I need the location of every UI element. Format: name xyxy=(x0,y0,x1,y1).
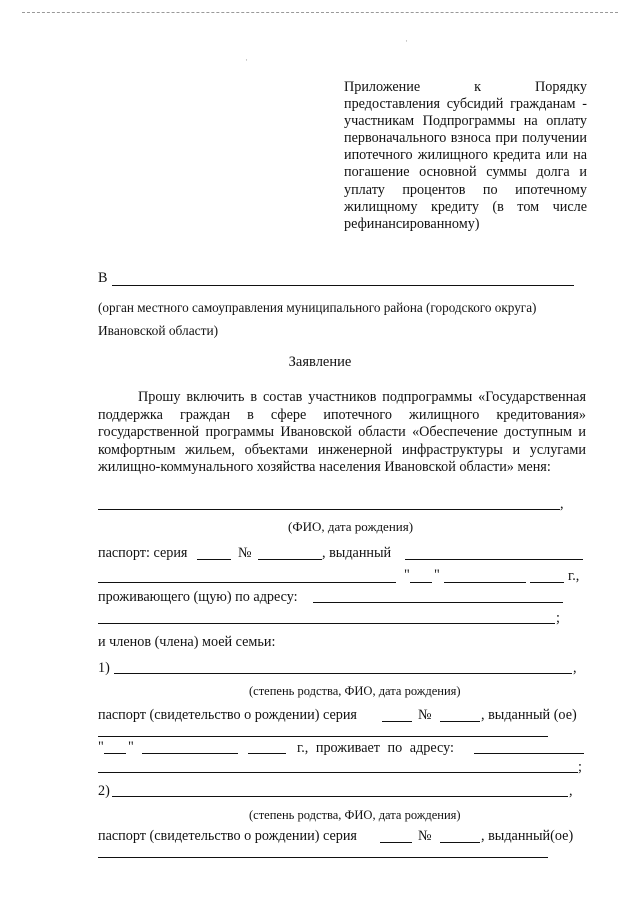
member1-issued-label: , выданный (ое) xyxy=(481,707,577,723)
appendix-text: предоставления субсидий гражданам - участникам Подпрограммы на оплату первоначального взноса при получении ипотечного жилищного кредита или на погашение основной суммы долга и уплату процентов по ипотечному жилищному кредиту (в том числе рефинансированному) xyxy=(344,96,587,232)
semicolon: ; xyxy=(578,759,582,775)
issue-year-field[interactable] xyxy=(530,582,564,583)
comma: , xyxy=(560,496,564,512)
number-sign: № xyxy=(418,707,432,723)
member1-month-field[interactable] xyxy=(142,753,238,754)
passport-label: паспорт: серия xyxy=(98,545,188,561)
member1-series-field[interactable] xyxy=(382,721,412,722)
comma: , xyxy=(573,660,577,676)
fio-caption: (ФИО, дата рождения) xyxy=(288,519,414,534)
applicant-fio-field[interactable] xyxy=(98,509,560,510)
top-scan-border xyxy=(22,12,618,13)
member1-day-field[interactable] xyxy=(104,753,126,754)
semicolon: ; xyxy=(556,610,560,626)
scan-speck: · xyxy=(405,36,408,46)
issued-label: , выданный xyxy=(322,545,392,561)
residence-address-field[interactable] xyxy=(313,602,563,603)
appendix-word: Порядку xyxy=(535,79,587,95)
passport-number-field[interactable] xyxy=(258,559,322,560)
number-sign: № xyxy=(238,545,252,561)
appendix-first-line xyxy=(344,79,587,96)
addressee-prefix: В xyxy=(98,270,108,286)
member1-address-field-cont[interactable] xyxy=(98,772,578,773)
statement-paragraph xyxy=(98,389,586,477)
issue-month-field[interactable] xyxy=(444,582,526,583)
member1-number: 1) xyxy=(98,660,110,676)
comma: , xyxy=(569,783,573,799)
member2-issued-label: , выданный(ое) xyxy=(481,828,574,844)
document-title: Заявление xyxy=(288,354,352,370)
passport-issuer-field-cont[interactable] xyxy=(98,582,396,583)
residence-label: проживающего (щую) по адресу: xyxy=(98,589,298,605)
member1-fio-field[interactable] xyxy=(114,673,572,674)
authority-field[interactable] xyxy=(112,285,574,286)
member1-year-field[interactable] xyxy=(248,753,286,754)
member2-caption: (степень родства, ФИО, дата рождения) xyxy=(249,808,461,822)
passport-issuer-field[interactable] xyxy=(405,559,583,560)
quote-close: " xyxy=(434,567,440,583)
member1-address-field[interactable] xyxy=(474,753,584,754)
family-heading: и членов (члена) моей семьи: xyxy=(98,634,276,650)
member2-series-field[interactable] xyxy=(380,842,412,843)
appendix-block xyxy=(344,79,587,233)
appendix-word: к xyxy=(474,79,482,95)
member1-number-field[interactable] xyxy=(440,721,480,722)
number-sign: № xyxy=(418,828,432,844)
member2-issuer-field[interactable] xyxy=(98,857,548,858)
member2-number: 2) xyxy=(98,783,110,799)
quote-open: " xyxy=(404,567,410,583)
residence-address-field-cont[interactable] xyxy=(98,623,555,624)
scan-speck: · xyxy=(245,55,248,65)
member1-issuer-field[interactable] xyxy=(98,736,548,737)
member2-fio-field[interactable] xyxy=(112,796,568,797)
member1-passport-label: паспорт (свидетельство о рождении) серия xyxy=(98,707,357,723)
statement-text: Прошу включить в состав участников подпрограммы «Государственная поддержка граждан в сфере ипотечного жилищного кредитования» государственной программы Ивановской области «Обеспечение доступным и комфортным жильем, объектами инженерной инфраструктуры и услугами жилищно-коммунального хозяйства населения Ивановской области» меня: xyxy=(98,389,586,476)
quote-close: " xyxy=(128,739,134,755)
issue-day-field[interactable] xyxy=(410,582,432,583)
region-text: Ивановской области) xyxy=(98,323,219,338)
year-suffix: г., xyxy=(568,568,580,584)
member2-passport-label: паспорт (свидетельство о рождении) серия xyxy=(98,828,357,844)
member1-lives-label: г., проживает по адресу: xyxy=(297,740,454,756)
quote-open: " xyxy=(98,739,104,755)
authority-caption: (орган местного самоуправления муниципального района (городского округа) xyxy=(98,300,537,315)
appendix-word: Приложение xyxy=(344,79,421,95)
member1-caption: (степень родства, ФИО, дата рождения) xyxy=(249,684,461,698)
passport-series-field[interactable] xyxy=(197,559,231,560)
member2-number-field[interactable] xyxy=(440,842,480,843)
